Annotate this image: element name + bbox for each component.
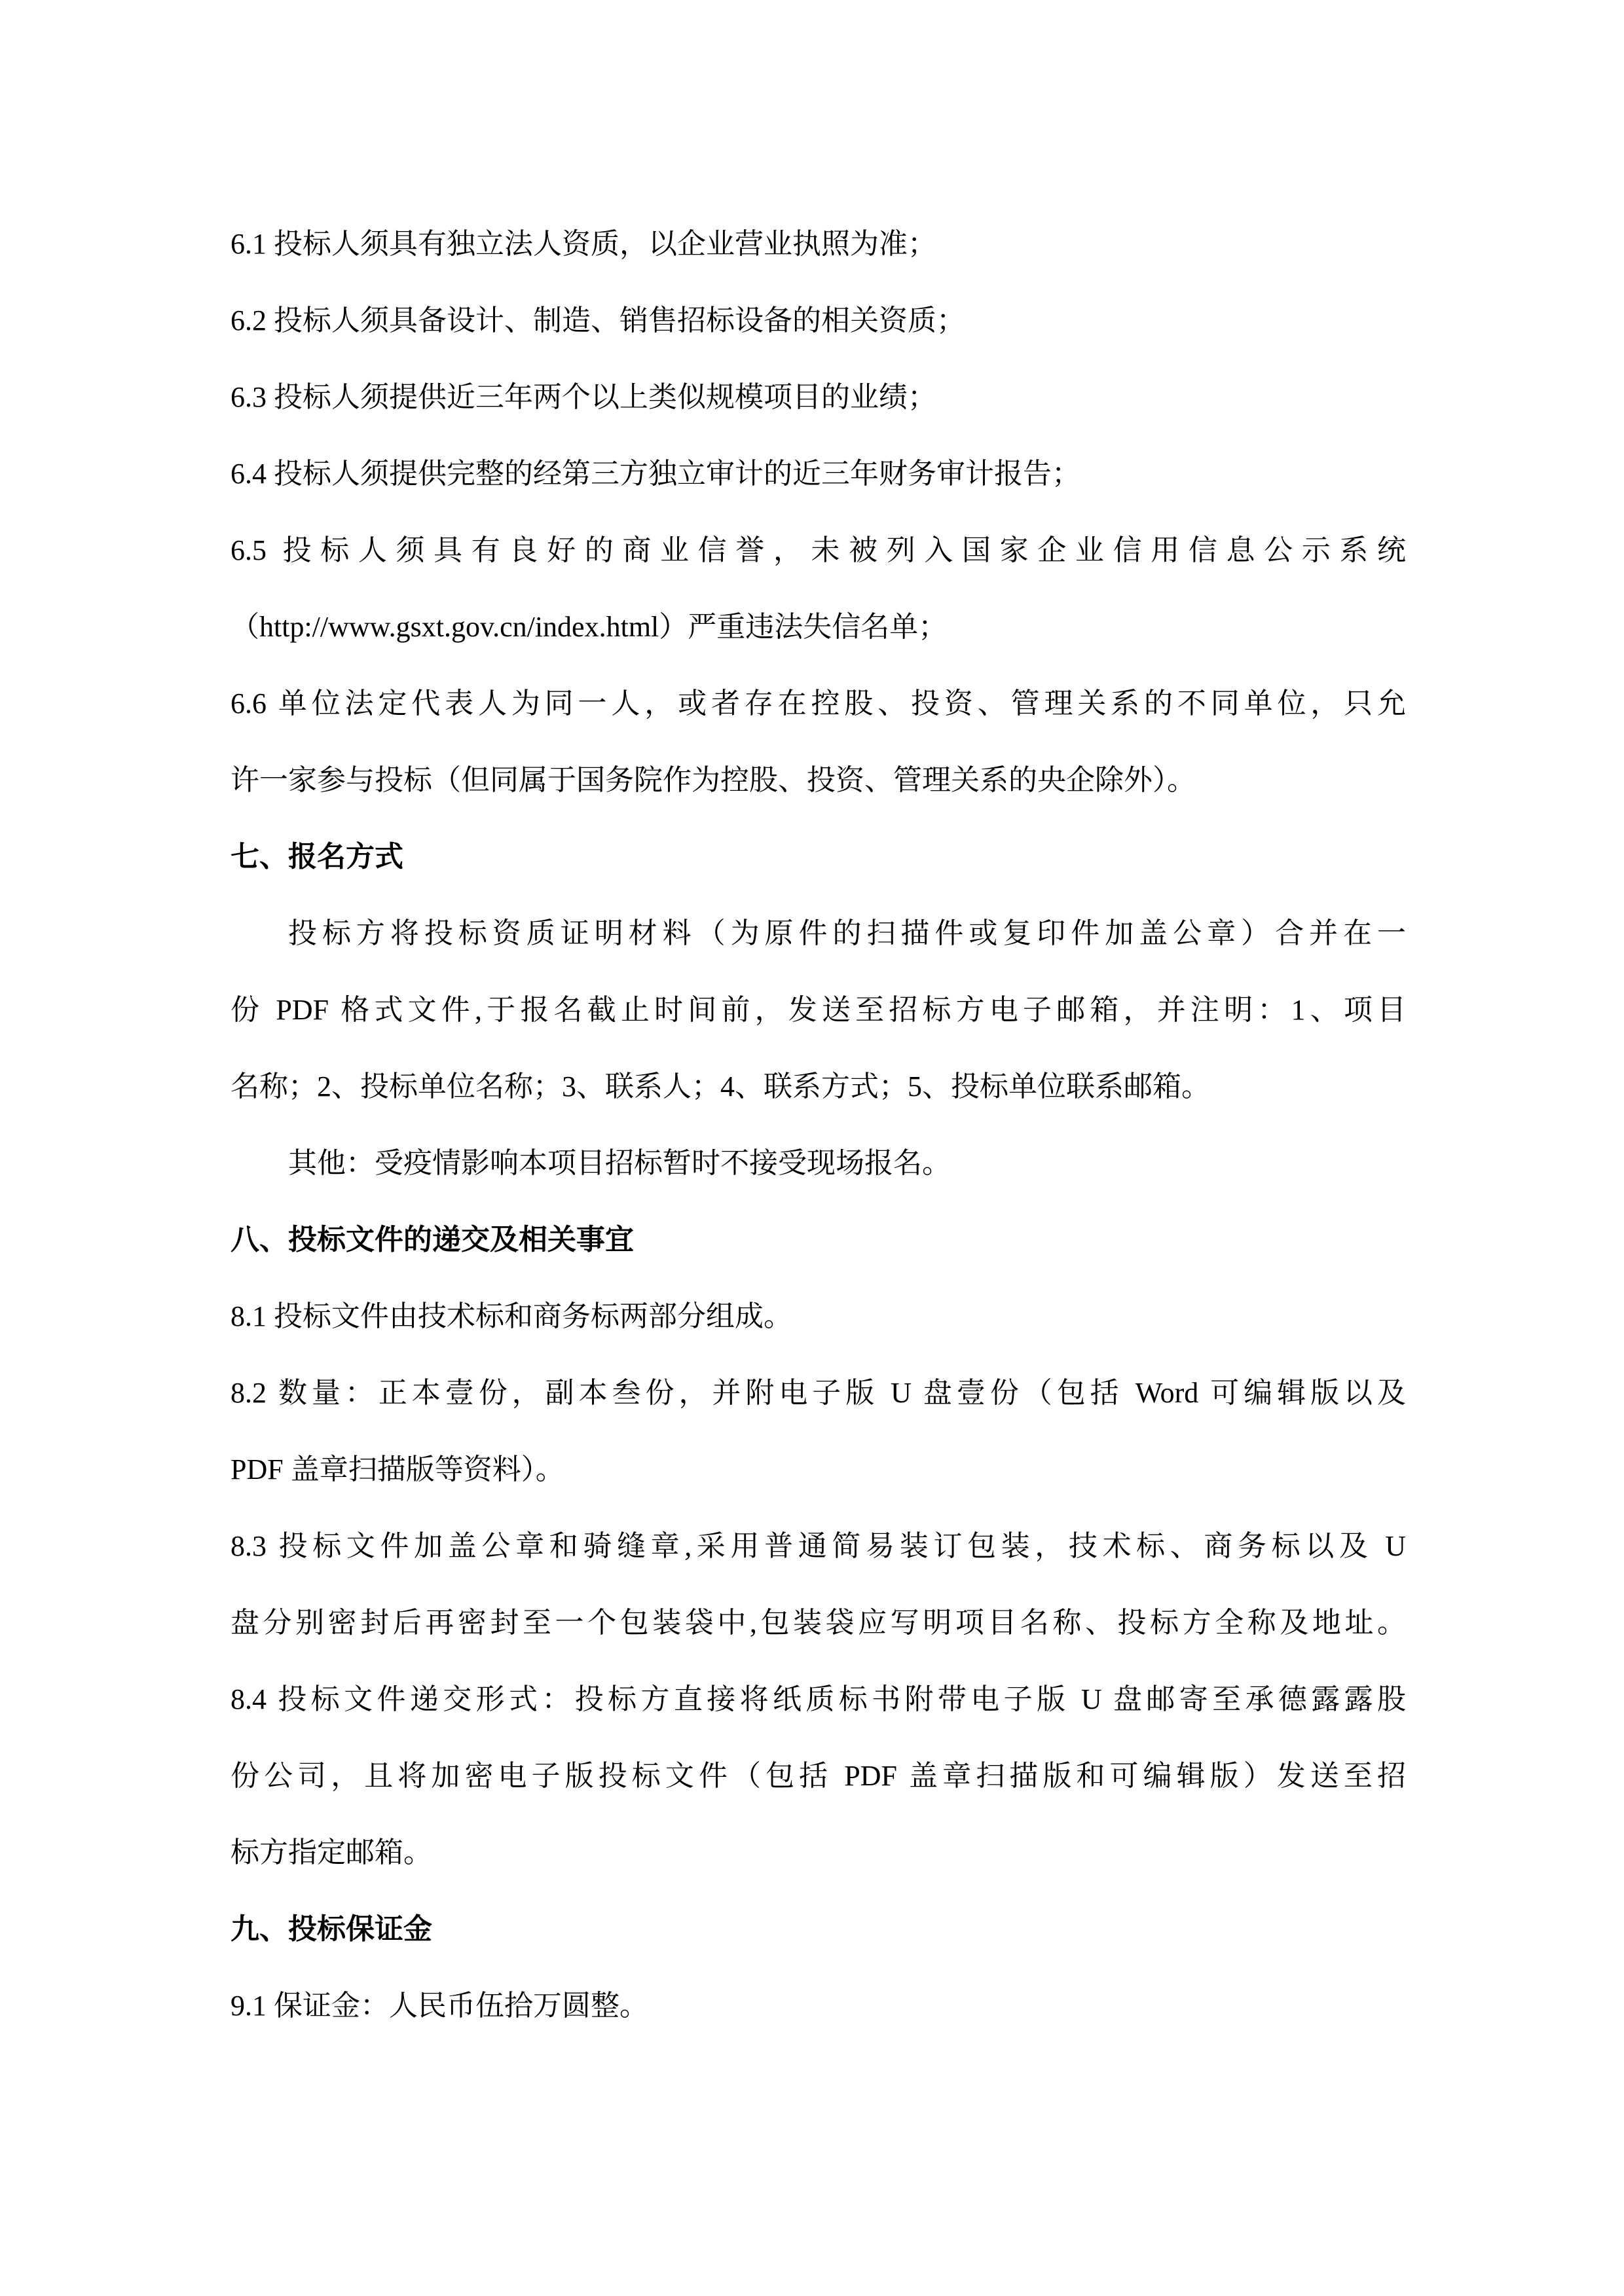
section-7-heading: 七、报名方式 — [231, 841, 403, 873]
doc-line-6-6: 6.6 单位法定代表人为同一人，或者存在控股、投资、管理关系的不同单位，只允 — [231, 687, 1406, 720]
doc-line-8-2: 8.2 数量：正本壹份，副本叁份，并附电子版 U 盘壹份（包括 Word 可编辑版以及 — [231, 1377, 1406, 1409]
doc-line-8-4: 8.4 投标文件递交形式：投标方直接将纸质标书附带电子版 U 盘邮寄至承德露露股 — [231, 1683, 1406, 1715]
doc-line-8-3: 8.3 投标文件加盖公章和骑缝章,采用普通简易装订包装，技术标、商务标以及 U — [231, 1530, 1406, 1562]
doc-line-8-4-cont-2: 标方指定邮箱。 — [231, 1836, 432, 1868]
doc-line-6-3: 6.3 投标人须提供近三年两个以上类似规模项目的业绩； — [231, 381, 936, 413]
section-7-other-line: 其他：受疫情影响本项目招标暂时不接受现场报名。 — [288, 1147, 951, 1179]
doc-line-8-2-cont: PDF 盖章扫描版等资料）。 — [231, 1453, 564, 1485]
section-9-heading: 九、投标保证金 — [231, 1913, 432, 1945]
doc-line-8-3-cont: 盘分别密封后再密封至一个包装袋中,包装袋应写明项目名称、投标方全称及地址。 — [231, 1607, 1406, 1639]
doc-line-8-1: 8.1 投标文件由技术标和商务标两部分组成。 — [231, 1300, 792, 1332]
doc-line-6-6-cont: 许一家参与投标（但同属于国务院作为控股、投资、管理关系的央企除外）。 — [231, 764, 1196, 796]
section-7-para-line-2: 份 PDF 格式文件,于报名截止时间前，发送至招标方电子邮箱，并注明：1、项目 — [231, 994, 1406, 1026]
section-8-heading: 八、投标文件的递交及相关事宜 — [231, 1224, 634, 1256]
section-7-para-line-3: 名称；2、投标单位名称；3、联系人；4、联系方式；5、投标单位联系邮箱。 — [231, 1070, 1210, 1102]
doc-line-6-5: 6.5 投标人须具有良好的商业信誉，未被列入国家企业信用信息公示系统 — [231, 534, 1406, 566]
doc-line-6-1: 6.1 投标人须具有独立法人资质，以企业营业执照为准； — [231, 228, 936, 260]
doc-line-6-4: 6.4 投标人须提供完整的经第三方独立审计的近三年财务审计报告； — [231, 458, 1080, 490]
doc-line-6-2: 6.2 投标人须具备设计、制造、销售招标设备的相关资质； — [231, 304, 965, 337]
doc-line-6-5-url: （http://www.gsxt.gov.cn/index.html）严重违法失信名单； — [231, 611, 948, 643]
section-7-para-line-1: 投标方将投标资质证明材料（为原件的扫描件或复印件加盖公章）合并在一 — [288, 917, 1406, 949]
doc-line-9-1: 9.1 保证金：人民币伍拾万圆整。 — [231, 1990, 648, 2022]
doc-line-8-4-cont: 份公司，且将加密电子版投标文件（包括 PDF 盖章扫描版和可编辑版）发送至招 — [231, 1760, 1406, 1792]
